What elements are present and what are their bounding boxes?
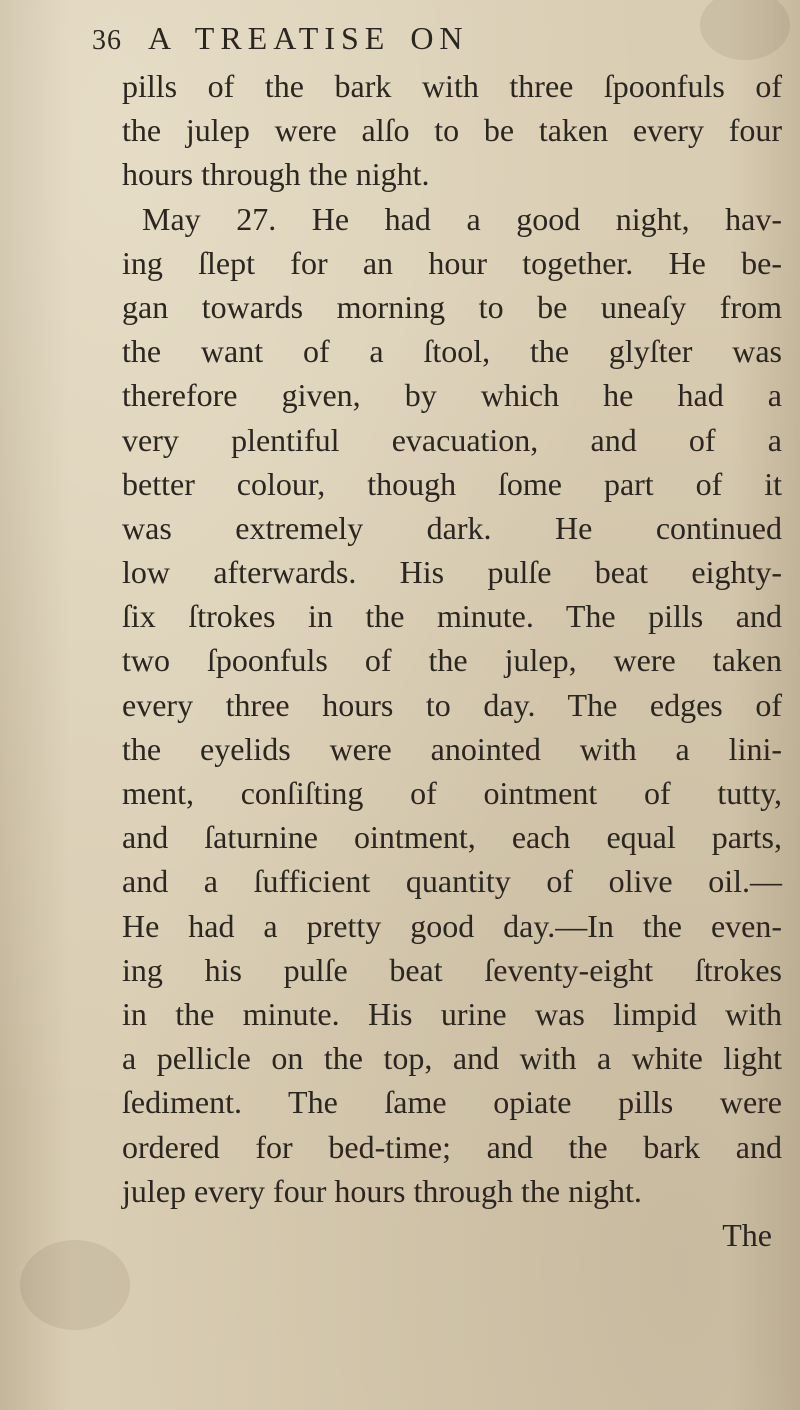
- text-line: May 27. He had a good night, hav-: [142, 200, 782, 237]
- text-line: ſediment. The ſame opiate pills were: [122, 1084, 782, 1121]
- text-line: ſix ſtrokes in the minute. The pills and: [122, 598, 782, 635]
- text-line: ment, conſiſting of ointment of tutty,: [122, 775, 782, 811]
- text-line: every three hours to day. The edges of: [122, 686, 782, 723]
- text-line: a pellicle on the top, and with a white light: [122, 1040, 782, 1077]
- text-line: very plentiful evacuation, and of a: [122, 421, 782, 458]
- text-line: julep every four hours through the night.: [122, 1172, 642, 1209]
- paper-stain: [20, 1240, 130, 1330]
- page-number: 36: [92, 25, 122, 56]
- text-line: and a ſufficient quantity of olive oil.—: [122, 863, 782, 900]
- text-line: therefore given, by which he had a: [122, 377, 782, 414]
- text-line: pills of the bark with three ſpoonfuls of: [122, 68, 782, 104]
- text-line: and ſaturnine ointment, each equal parts,: [122, 819, 782, 856]
- text-line: in the minute. His urine was limpid with: [122, 995, 782, 1032]
- text-line: He had a pretty good day.—In the even-: [122, 907, 782, 944]
- text-line: ordered for bed-time; and the bark and: [122, 1128, 782, 1165]
- text-line: ing ſlept for an hour together. He be-: [122, 244, 782, 281]
- text-line: low afterwards. His pulſe beat eighty-: [122, 554, 782, 591]
- paper-stain: [700, 0, 790, 60]
- page-header: [92, 20, 469, 56]
- text-line: the eyelids were anointed with a lini-: [122, 730, 782, 767]
- text-line: better colour, though ſome part of it: [122, 465, 782, 502]
- catchword: The: [722, 1216, 772, 1253]
- text-line: gan towards morning to be uneaſy from: [122, 288, 782, 325]
- text-line: hours through the night.: [122, 156, 430, 193]
- text-line: ing his pulſe beat ſeventy-eight ſtrokes: [122, 951, 782, 988]
- text-line: the want of a ſtool, the glyſter was: [122, 333, 782, 370]
- text-line: two ſpoonfuls of the julep, were taken: [122, 642, 782, 679]
- text-line: was extremely dark. He continued: [122, 509, 782, 546]
- running-head: A TREATISE ON: [148, 20, 469, 56]
- text-line: the julep were alſo to be taken every four: [122, 112, 782, 149]
- body-text: [122, 64, 782, 1257]
